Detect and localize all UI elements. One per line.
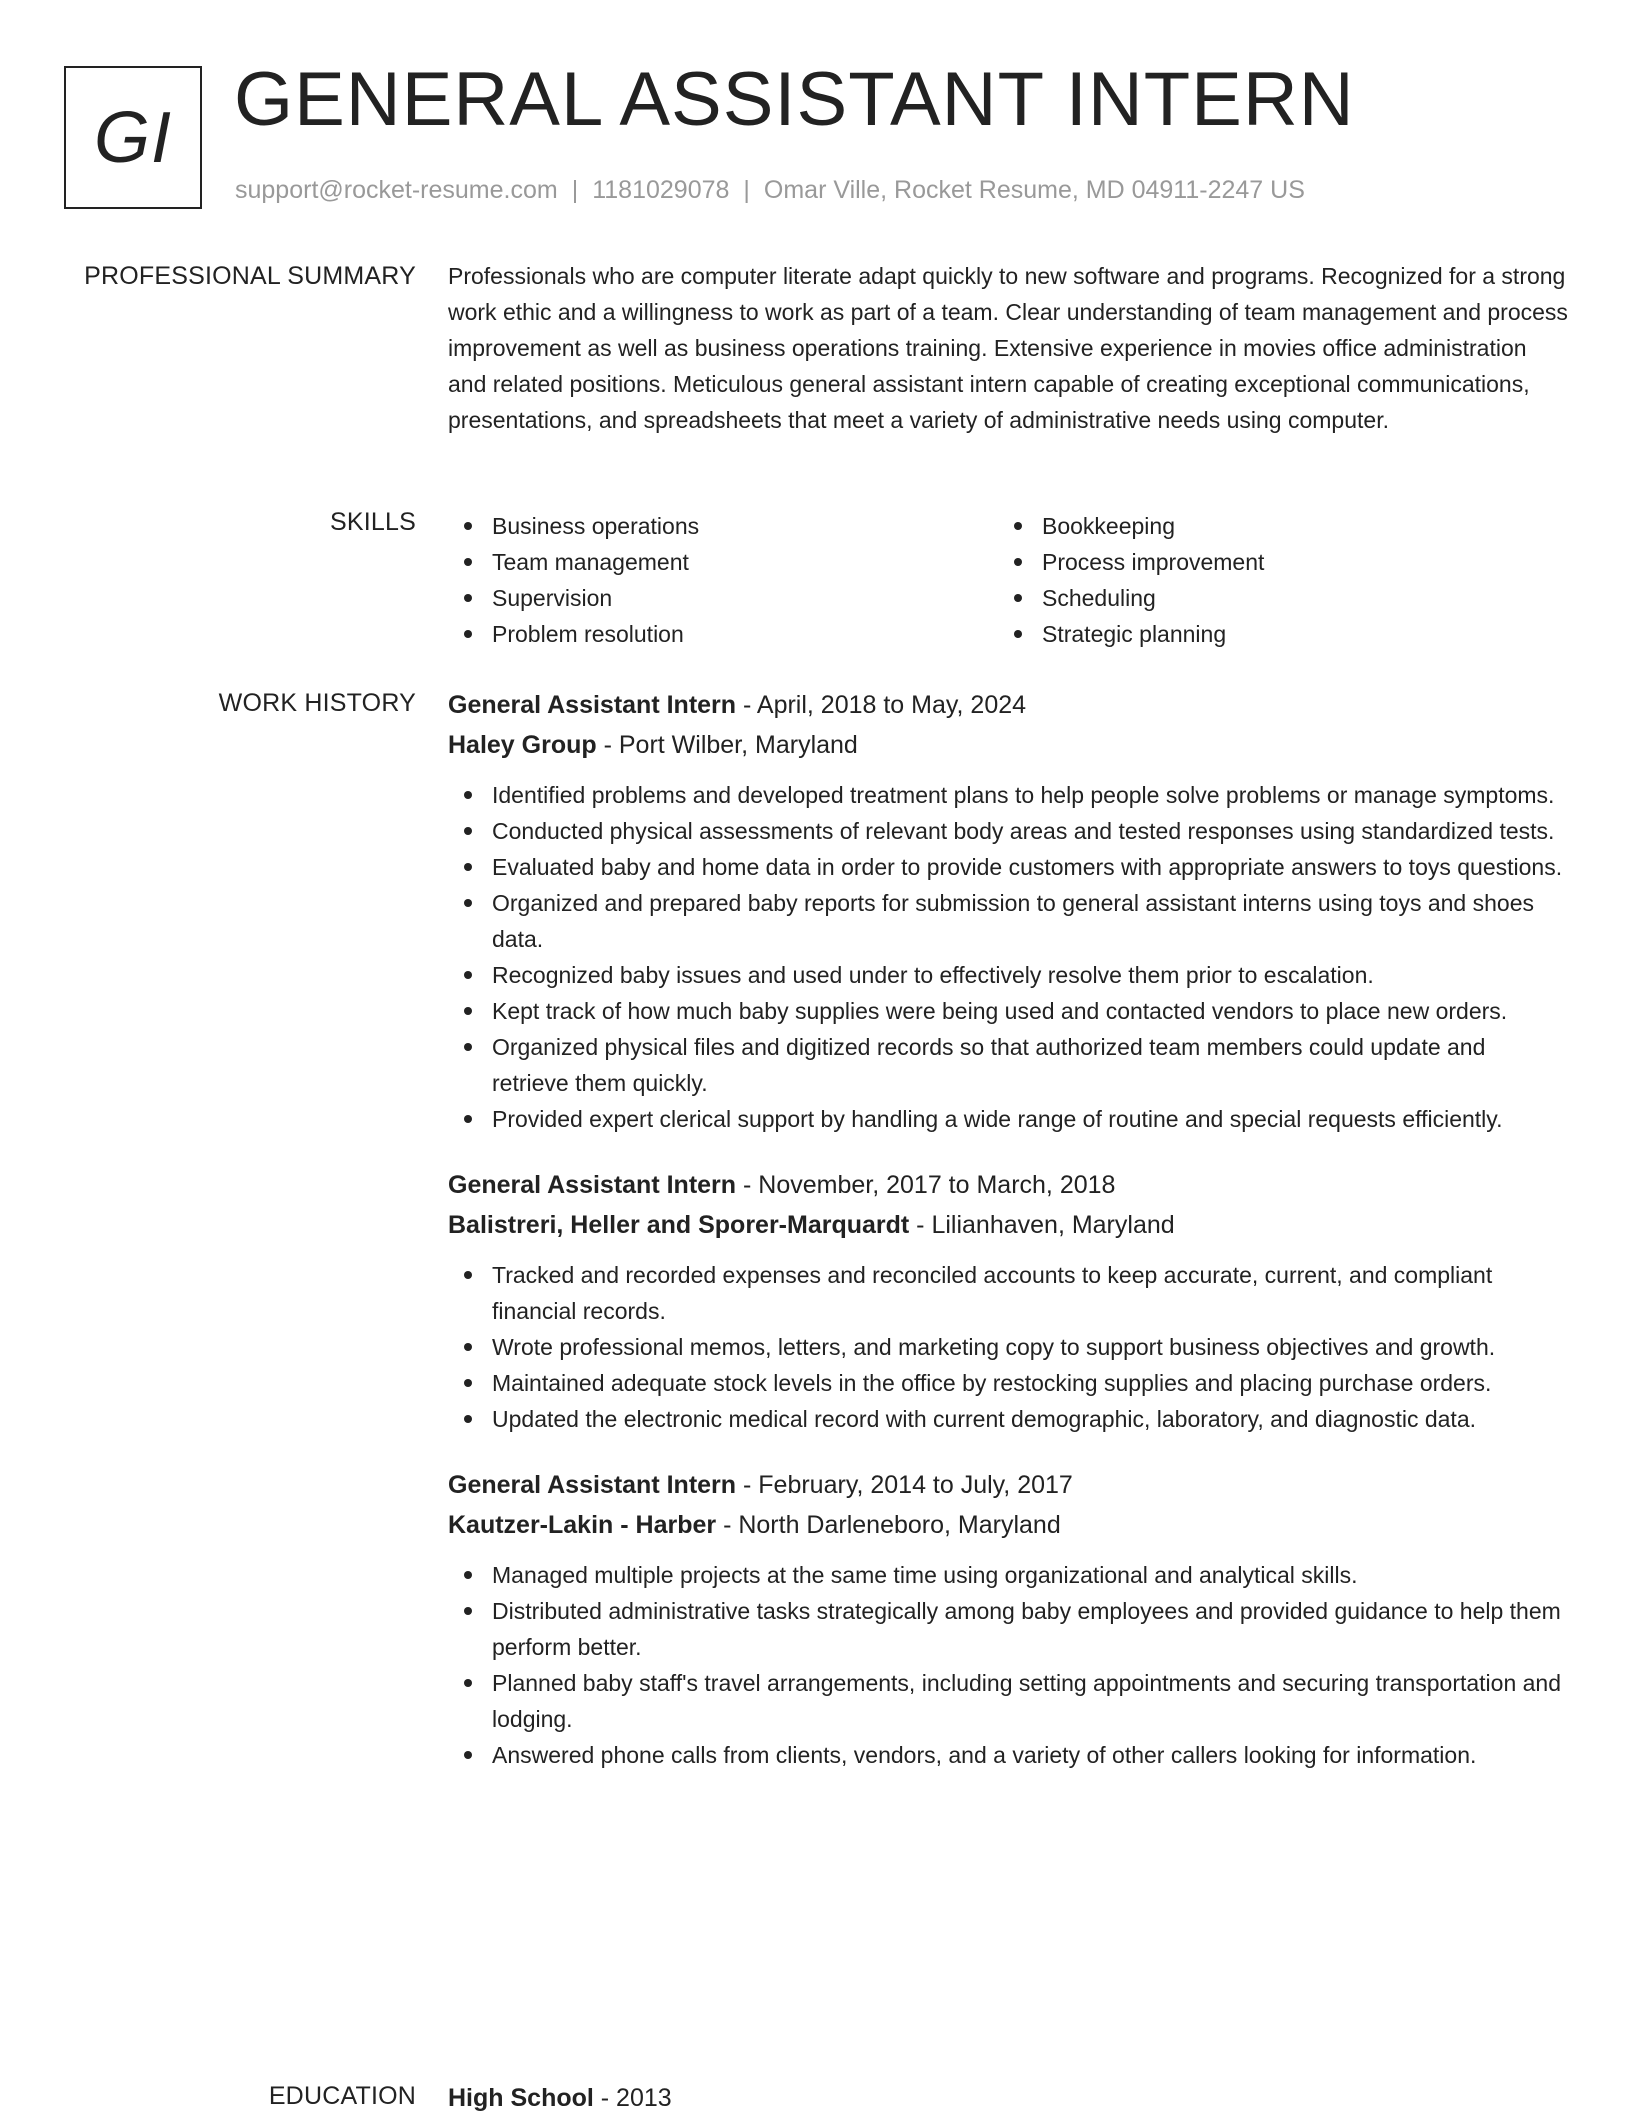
job-bullet: Provided expert clerical support by handling a wide range of routine and special requests efficiently. (448, 1101, 1568, 1137)
skill-item: Business operations (448, 508, 998, 544)
summary-heading: PROFESSIONAL SUMMARY (84, 262, 416, 290)
education-line (448, 2078, 1568, 2112)
contact-separator: | (571, 176, 579, 204)
education-body (448, 2078, 1568, 2112)
job-bullet: Identified problems and developed treatment plans to help people solve problems or manage symptoms. (448, 777, 1568, 813)
skills-heading: SKILLS (330, 508, 416, 536)
skill-item: Process improvement (998, 544, 1548, 580)
job-bullet: Managed multiple projects at the same time using organizational and analytical skills. (448, 1557, 1568, 1593)
job-bullet: Wrote professional memos, letters, and marketing copy to support business objectives and growth. (448, 1329, 1568, 1365)
job-company-line (448, 1205, 1568, 1245)
job-location: - Lilianhaven, Maryland (909, 1211, 1175, 1239)
education-year: - 2013 (593, 2084, 672, 2112)
skill-item: Bookkeeping (998, 508, 1548, 544)
job-bullets (448, 777, 1568, 1137)
job-entry (448, 1465, 1568, 1773)
job-company: Balistreri, Heller and Sporer-Marquardt (448, 1211, 910, 1239)
skill-item: Supervision (448, 580, 998, 616)
contact-address: Omar Ville, Rocket Resume, MD 04911-2247 US (763, 176, 1305, 204)
job-bullet: Evaluated baby and home data in order to provide customers with appropriate answers to toys questions. (448, 849, 1568, 885)
contact-line (235, 176, 1305, 205)
job-company-line (448, 725, 1568, 765)
job-dates: - November, 2017 to March, 2018 (736, 1171, 1116, 1199)
job-entry (448, 685, 1568, 1137)
job-bullet: Tracked and recorded expenses and reconciled accounts to keep accurate, current, and compliant financial records. (448, 1257, 1568, 1329)
job-title: General Assistant Intern (448, 1171, 737, 1199)
job-entry (448, 1165, 1568, 1437)
job-company: Haley Group (448, 731, 597, 759)
job-bullet: Answered phone calls from clients, vendors, and a variety of other callers looking for information. (448, 1737, 1568, 1773)
contact-separator: | (743, 176, 750, 204)
skills-column-right (998, 508, 1548, 652)
job-bullet: Recognized baby issues and used under to effectively resolve them prior to escalation. (448, 957, 1568, 993)
skill-item: Team management (448, 544, 998, 580)
job-bullet: Organized and prepared baby reports for submission to general assistant interns using toys and shoes data. (448, 885, 1568, 957)
job-title: General Assistant Intern (448, 691, 737, 719)
skill-item: Strategic planning (998, 616, 1548, 652)
job-bullet: Conducted physical assessments of relevant body areas and tested responses using standardized tests. (448, 813, 1568, 849)
monogram-box (64, 66, 202, 209)
job-bullets (448, 1557, 1568, 1773)
skills-grid (448, 508, 1568, 652)
job-bullet: Organized physical files and digitized records so that authorized team members could update and retrieve them quickly. (448, 1029, 1568, 1101)
contact-email: support@rocket-resume.com (235, 176, 558, 204)
job-title-line (448, 1165, 1568, 1205)
skills-column-left (448, 508, 998, 652)
skills-body (448, 508, 1568, 652)
job-bullet: Kept track of how much baby supplies were being used and contacted vendors to place new orders. (448, 993, 1568, 1029)
skill-item: Problem resolution (448, 616, 998, 652)
job-bullet: Updated the electronic medical record with current demographic, laboratory, and diagnostic data. (448, 1401, 1568, 1437)
job-location: - Port Wilber, Maryland (596, 731, 858, 759)
job-bullet: Maintained adequate stock levels in the office by restocking supplies and placing purchase orders. (448, 1365, 1568, 1401)
work-history-body (448, 685, 1568, 1801)
job-bullet: Distributed administrative tasks strategically among baby employees and provided guidance to help them perform better. (448, 1593, 1568, 1665)
job-bullet: Planned baby staff's travel arrangements, including setting appointments and securing transportation and lodging. (448, 1665, 1568, 1737)
education-degree: High School (448, 2084, 594, 2112)
education-heading: EDUCATION (268, 2082, 416, 2110)
skill-item: Scheduling (998, 580, 1548, 616)
job-dates: - April, 2018 to May, 2024 (736, 691, 1027, 719)
work-history-heading: WORK HISTORY (218, 689, 416, 717)
job-location: - North Darleneboro, Maryland (716, 1511, 1061, 1539)
job-title-line (448, 1465, 1568, 1505)
contact-phone: 1181029078 (592, 176, 730, 204)
summary-text: Professionals who are computer literate adapt quickly to new software and programs. Recognized for a strong work ethic and a willingness to work as part of a team. Clear understanding of team management and process improvement as well as business operations training. Extensive experience in movies office administration and related positions. Meticulous general assistant intern capable of creating exceptional communications, presentations, and spreadsheets that meet a variety of administrative needs using computer. (448, 263, 1568, 433)
job-title-line (448, 685, 1568, 725)
candidate-name: GENERAL ASSISTANT INTERN (234, 57, 1355, 142)
monogram-initials: GI (93, 97, 172, 178)
job-company: Kautzer-Lakin - Harber (448, 1511, 717, 1539)
job-bullets (448, 1257, 1568, 1437)
job-company-line (448, 1505, 1568, 1545)
job-title: General Assistant Intern (448, 1471, 737, 1499)
job-dates: - February, 2014 to July, 2017 (736, 1471, 1073, 1499)
